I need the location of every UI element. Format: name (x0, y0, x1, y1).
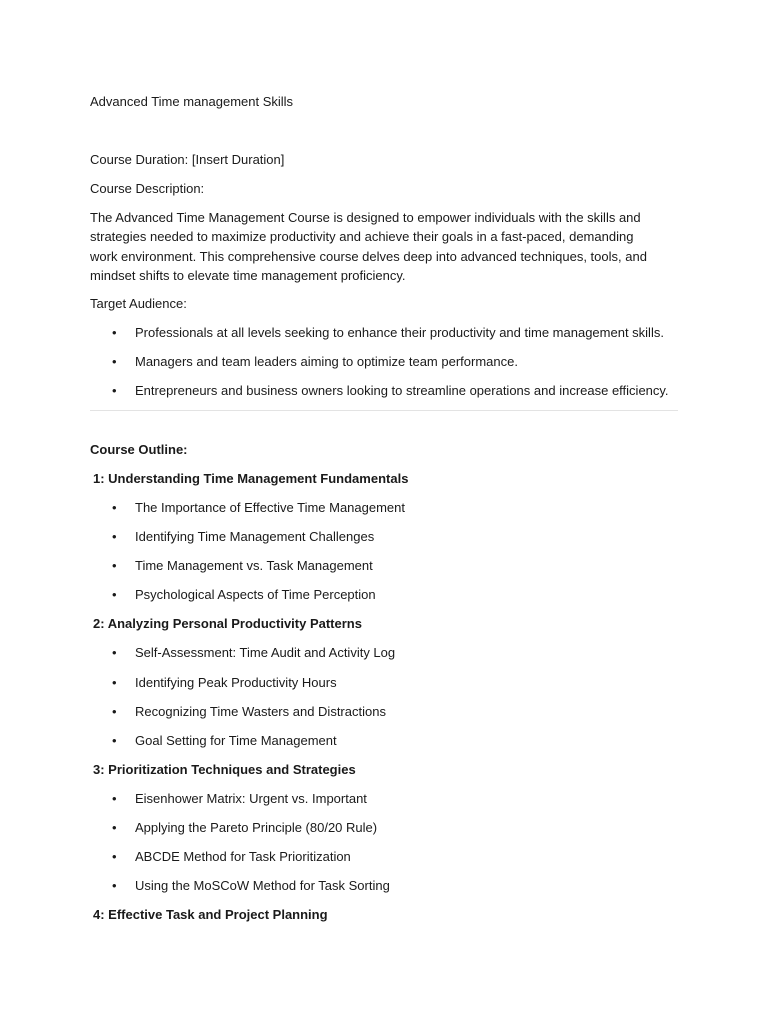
section-heading: 1: Understanding Time Management Fundamentals (93, 471, 409, 486)
outline-item (114, 732, 337, 750)
outline-item-text: The Importance of Effective Time Management (135, 500, 406, 515)
audience-item-text: Managers and team leaders aiming to optimize team performance. (135, 354, 518, 369)
outline-item (114, 819, 378, 837)
outline-item (114, 877, 390, 895)
outline-item (114, 674, 337, 692)
course-duration: Course Duration: [Insert Duration] (90, 152, 285, 167)
outline-item-text: Identifying Time Management Challenges (135, 529, 375, 544)
document-page (90, 0, 680, 1024)
outline-label: Course Outline: (90, 442, 188, 457)
outline-item-text: Time Management vs. Task Management (135, 558, 373, 573)
outline-item-text: Psychological Aspects of Time Perception (135, 587, 376, 602)
course-description: The Advanced Time Management Course is designed to empower individuals with the skills and strategies needed to maximize productivity and achieve their goals in a fast-paced, demanding work environment. This comprehensive course delves deep into advanced techniques, tools, and mindset shifts to elevate time management proficiency. (90, 210, 647, 283)
description-label: Course Description: (90, 181, 205, 196)
outline-item (114, 557, 373, 575)
outline-item (114, 703, 386, 721)
section-divider (90, 410, 678, 411)
outline-item (114, 586, 376, 604)
section-heading: 3: Prioritization Techniques and Strategies (93, 762, 356, 777)
audience-item-text: Professionals at all levels seeking to enhance their productivity and time management skills. (135, 325, 664, 340)
outline-item-text: Identifying Peak Productivity Hours (135, 675, 337, 690)
outline-item-text: Eisenhower Matrix: Urgent vs. Important (135, 791, 367, 806)
outline-item (114, 528, 375, 546)
outline-item-text: Using the MoSCoW Method for Task Sorting (135, 878, 390, 893)
outline-item-text: Self-Assessment: Time Audit and Activity Log (135, 645, 396, 660)
outline-item (114, 644, 396, 662)
audience-label: Target Audience: (90, 296, 187, 311)
audience-item (114, 353, 518, 371)
audience-item-text: Entrepreneurs and business owners looking to streamline operations and increase efficiency. (135, 383, 669, 398)
outline-item (114, 848, 351, 866)
outline-item-text: Goal Setting for Time Management (135, 733, 337, 748)
audience-item (114, 324, 664, 342)
section-heading: 4: Effective Task and Project Planning (93, 907, 328, 922)
document-title: Advanced Time management Skills (90, 94, 294, 109)
section-heading: 2: Analyzing Personal Productivity Patterns (93, 616, 362, 631)
outline-item (114, 499, 406, 517)
outline-item-text: ABCDE Method for Task Prioritization (135, 849, 351, 864)
audience-item (114, 382, 669, 400)
outline-item-text: Recognizing Time Wasters and Distractions (135, 704, 386, 719)
outline-item (114, 790, 367, 808)
outline-item-text: Applying the Pareto Principle (80/20 Rule) (135, 820, 378, 835)
